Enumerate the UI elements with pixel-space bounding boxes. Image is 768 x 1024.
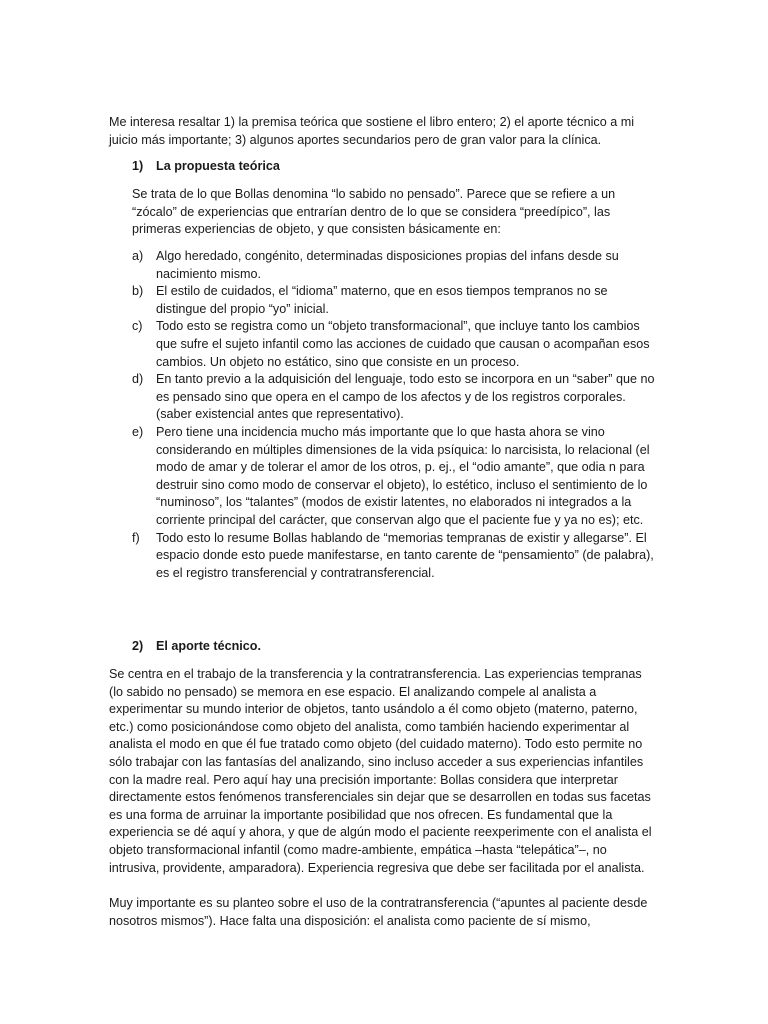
- list-item-text: El estilo de cuidados, el “idioma” materno, que en esos tiempos tempranos no se distingue del propio “yo” inicial.: [156, 284, 608, 316]
- list-item: [132, 371, 659, 424]
- list-item-marker: c): [132, 319, 143, 334]
- intro-paragraph: Me interesa resaltar 1) la premisa teórica que sostiene el libro entero; 2) el aporte técnico a mi juicio más importante; 3) algunos aportes secundarios pero de gran valor para la clínica.: [109, 115, 634, 147]
- section-2-number: 2): [132, 639, 144, 653]
- list-item-marker: e): [132, 424, 144, 439]
- section-2-heading: [132, 638, 261, 656]
- section-1-list: [132, 248, 659, 582]
- section-2-paragraph-1: Se centra en el trabajo de la transferencia y la contratransferencia. Las experiencias tempranas (lo sabido no pensado) se memora en ese espacio. El analizando compele al analista a experimentar su mundo interior de objetos, tanto usándolo a él como objeto (materno, paterno, etc.) como posicionándose como objeto del analista, como también haciendo experimentar al analista el modo en que él fue tratado como objeto (del cuidado materno). Todo esto permite no sólo trabajar con las fantasías del analizando, sino incluso acceder a sus experiencias infantiles con la madre real. Pero aquí hay una precisión importante: Bollas considera que interpretar directamente estos fenómenos transferenciales sin dejar que se desarrollen en todas sus facetas es una forma de arruinar la importante posibilidad que nos ofrecen. Es fundamental que la experiencia se dé aquí y ahora, y que de algún modo el paciente reexperimente con el analista el objeto transformacional infantil (como madre-ambiente, empática –hasta “telepática”–, no intrusiva, providente, amparadora). Experiencia regresiva que debe ser facilitada por el analista.: [109, 667, 652, 875]
- list-item: [132, 248, 659, 283]
- list-item: [132, 318, 659, 371]
- section-1-title: La propuesta teórica: [156, 159, 280, 173]
- section-1-heading: [132, 158, 280, 176]
- section-2-paragraph-2: Muy importante es su planteo sobre el uso de la contratransferencia (“apuntes al paciente desde nosotros mismos”). Hace falta una disposición: el analista como paciente de sí mismo,: [109, 896, 648, 928]
- section-1-paragraph: Se trata de lo que Bollas denomina “lo sabido no pensado”. Parece que se refiere a un “zócalo” de experiencias que entrarían dentro de lo que se considera “preedípico”, las primeras experiencias de objeto, y que consisten básicamente en:: [132, 187, 616, 237]
- list-item-text: Pero tiene una incidencia mucho más importante que lo que hasta ahora se vino considerando en múltiples dimensiones de la vida psíquica: lo narcisista, lo relacional (el modo de amar y de tolerar el amor de los otros, p. ej., el “odio amante”, que odia n para destruir sino como modo de conservar el objeto), lo estético, incluso el sentimiento de lo “numinoso”, los “talantes” (modos de existir latentes, no elaborados ni integrados a la corriente principal del carácter, que conservan algo que el paciente fue y ya no es); etc.: [156, 424, 650, 527]
- list-item-text: En tanto previo a la adquisición del lenguaje, todo esto se incorpora en un “saber” que no es pensado sino que opera en el campo de los afectos y de los registros corporales. (saber existencial antes que representativo).: [156, 372, 655, 422]
- list-item-text: Todo esto se registra como un “objeto transformacional”, que incluye tanto los cambios que sufre el sujeto infantil como las acciones de cuidado que causan o acompañan esos cambios. Un objeto no estático, sino que consiste en un proceso.: [156, 319, 650, 369]
- list-item: [132, 424, 659, 530]
- list-item-marker: b): [132, 284, 144, 299]
- list-item-marker: d): [132, 372, 144, 387]
- section-1-number: 1): [132, 159, 144, 173]
- section-2-title: El aporte técnico.: [156, 639, 261, 653]
- list-item-text: Todo esto lo resume Bollas hablando de “memorias tempranas de existir y allegarse”. El espacio donde esto puede manifestarse, en tanto carente de “pensamiento” (de palabra), es el registro transferencial y contratransferencial.: [156, 530, 654, 580]
- list-item-marker: a): [132, 249, 144, 263]
- list-item: [132, 283, 659, 318]
- list-item-text: Algo heredado, congénito, determinadas disposiciones propias del infans desde su nacimiento mismo.: [156, 249, 619, 281]
- list-item-marker: f): [132, 530, 140, 545]
- list-item: [132, 530, 659, 583]
